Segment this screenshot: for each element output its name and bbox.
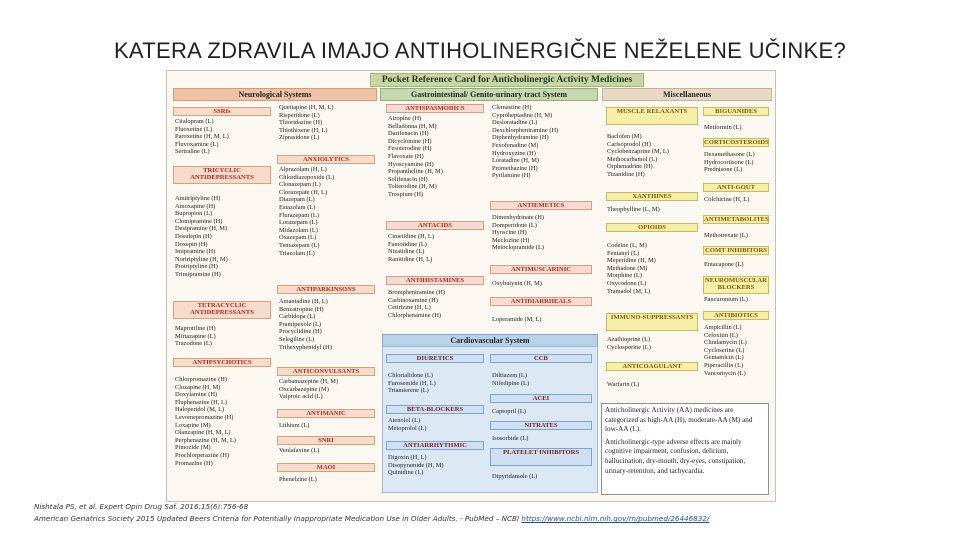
- drug-item: Venlafaxine (L): [279, 447, 320, 454]
- section-title: BETA-BLOCKERS: [386, 405, 484, 414]
- drug-item: Atenolol (L): [388, 417, 421, 424]
- section-title: ANTIEMETICS: [490, 201, 592, 210]
- drug-item: Dosulepin (H): [175, 232, 212, 240]
- drug-list: [492, 280, 542, 288]
- drug-item: Nortriptyline (H, M): [175, 255, 228, 263]
- drug-item: Cetirizine (H, L): [388, 304, 431, 312]
- misc-header: Miscellaneous: [602, 88, 772, 101]
- drug-item: Chlorphenamine (H): [388, 311, 442, 319]
- drug-list: [492, 435, 528, 443]
- citation-2-text: American Geriatrics Society 2015 Updated Beers Criteria for Potentially Inappropriate Medication Use in Older Adults. - PubMed: [34, 514, 494, 523]
- note-paragraph: Anticholinergic-type adverse effects are mainly cognitive impairment, confusion, delirium, hallucination, dry-mouth, dry-eyes, constipation, urinary-retention, and tachycardia.: [605, 437, 746, 475]
- section-title: PLATELET INHIBITORS: [490, 448, 592, 466]
- slide-title: KATERA ZDRAVILA IMAJO ANTIHOLINERGIČNE NEŽELENE UČINKE?: [113, 38, 847, 63]
- drug-item: Solifenacin (H): [388, 175, 428, 183]
- drug-item: Prednisone (L): [704, 166, 743, 174]
- drug-item: Orphenadrine (H): [607, 163, 653, 171]
- drug-item: Metoclopramide (L): [492, 244, 544, 252]
- section-title: TETRACYCLIC ANTIDEPRESSANTS: [173, 301, 271, 319]
- drug-item: Loratadine (H, M): [492, 157, 540, 165]
- note-paragraph: Anticholinergic Activity (AA) medicines are categorized as high-AA (H), moderate-AA (M) and low-AA (L).: [605, 406, 753, 434]
- drug-item: Levomepromazine (H): [175, 413, 234, 421]
- drug-item: Diazepam (L): [279, 196, 315, 204]
- drug-item: Clorazepate (H, L): [279, 188, 328, 196]
- section-title: IMMUNO-SUPPRESSANTS: [606, 313, 698, 331]
- drug-list: [388, 289, 445, 319]
- drug-item: Dimenhydrinate (H): [492, 214, 544, 221]
- drug-item: Protriptyline (H): [175, 263, 218, 271]
- drug-item: Amantadine (H, L): [279, 298, 328, 305]
- section-title: ACEI: [490, 394, 592, 403]
- drug-item: Dipyridamole (L): [492, 473, 538, 480]
- section-title: TRICYCLIC ANTIDEPRESSANTS: [173, 166, 271, 184]
- drug-item: Baclofen (M): [607, 133, 642, 140]
- drug-item: Diltiazem (L): [492, 372, 527, 379]
- drug-item: Nifedipine (L): [492, 379, 530, 387]
- drug-item: Morphine (L): [607, 272, 642, 280]
- section-title: ANTACIDS: [386, 221, 484, 230]
- drug-item: Vancomycin (L): [704, 369, 746, 377]
- drug-item: Loperamide (M, L): [492, 316, 542, 323]
- drug-item: Cyclosporine (L): [607, 343, 651, 351]
- drug-item: Meperidine (H, M): [607, 257, 656, 265]
- drug-list: [279, 104, 333, 142]
- drug-item: Carbinoxamine (H): [388, 296, 438, 304]
- drug-item: Ziprasidone (L): [279, 134, 320, 142]
- card-title: Pocket Reference Card for Anticholinergic Activity Medicines: [370, 73, 644, 87]
- drug-list: [175, 118, 229, 156]
- drug-list: [704, 196, 749, 204]
- drug-list: [704, 261, 744, 269]
- drug-list: [388, 372, 436, 395]
- drug-list: [279, 422, 309, 430]
- drug-item: Diphenhydramine (H): [492, 134, 549, 142]
- drug-item: Triazolam (L): [279, 249, 315, 257]
- drug-item: Captopril (L): [492, 408, 526, 415]
- drug-list: [279, 476, 317, 484]
- section-title: ANTIMETABOLITES: [704, 216, 769, 223]
- drug-item: Fluphenazine (H, L): [175, 398, 227, 406]
- anticholinergic-note: [601, 403, 769, 495]
- drug-item: Doxylamine (H): [175, 391, 218, 399]
- drug-list: [279, 447, 319, 455]
- drug-item: Darifenacin (H): [388, 130, 429, 138]
- drug-list: [607, 336, 651, 351]
- drug-item: Cefoxitin (L): [704, 331, 738, 339]
- drug-list: [704, 296, 748, 304]
- section-title: SSRIs: [173, 107, 271, 116]
- drug-item: Olanzapine (H, M, L): [175, 429, 231, 437]
- drug-item: Promazine (H): [175, 459, 213, 467]
- section-title: ANTIBIOTICS: [703, 311, 769, 320]
- drug-item: Tizanidine (H): [607, 170, 645, 178]
- drug-item: Pancuronium (L): [704, 296, 748, 303]
- drug-item: Dexamethasone (L): [704, 151, 755, 158]
- drug-item: Desipramine (H, M): [175, 225, 227, 233]
- drug-list: [388, 233, 434, 263]
- section-title: MAOI: [277, 463, 375, 472]
- citation-2-separator: – NCBI: [493, 514, 522, 523]
- drug-list: [279, 298, 332, 351]
- drug-item: Metformin (L): [704, 124, 742, 131]
- drug-list: [492, 104, 558, 180]
- drug-item: Carbamazepine (H, M): [279, 378, 339, 385]
- section-title: BIGUANIDES: [703, 107, 769, 116]
- drug-item: Chlorpromazine (H): [175, 376, 227, 383]
- drug-item: Mirtazapine (L): [175, 332, 216, 340]
- drug-item: Domperidone (L): [492, 221, 537, 229]
- drug-item: Oxybutynin (H, M): [492, 280, 542, 287]
- section-title: NITRATES: [490, 421, 592, 430]
- cardiovascular-header: Cardiovascular System: [382, 334, 598, 347]
- drug-item: Amoxapine (H): [175, 202, 216, 210]
- drug-item: Brompheniramine (H): [388, 289, 445, 296]
- drug-item: Famotidine (L): [388, 240, 427, 248]
- drug-item: Furosemide (H, L): [388, 379, 436, 387]
- drug-item: Hydroxyzine (H): [492, 149, 536, 157]
- drug-item: Piperacillin (L): [704, 361, 744, 369]
- section-title: OPIOIDS: [606, 223, 698, 232]
- section-title: MUSCLE RELAXANTS: [606, 107, 698, 125]
- drug-item: Flurazepam (L): [279, 211, 319, 219]
- drug-list: [607, 133, 669, 179]
- section-title: SNRI: [277, 436, 375, 445]
- drug-item: Desloratadine (L): [492, 119, 538, 127]
- drug-item: Entacapone (L): [704, 261, 744, 268]
- drug-item: Carisoprodol (H): [607, 140, 651, 148]
- drug-item: Hyoscyamine (H): [388, 160, 434, 168]
- drug-list: [492, 473, 537, 481]
- drug-item: Pimozide (M): [175, 444, 211, 452]
- drug-item: Cyproheptadine (H, M): [492, 111, 553, 119]
- section-title: ANTISPASMODICS: [386, 104, 484, 113]
- drug-item: Triamterene (L): [388, 387, 429, 395]
- neurological-header: Neurological Systems: [173, 88, 377, 101]
- section-title: ANTIHISTAMINES: [386, 276, 484, 285]
- drug-item: Cyclobenzaprine (M, L): [607, 148, 669, 156]
- drug-item: Methadone (M): [607, 264, 648, 272]
- drug-list: [279, 378, 338, 401]
- drug-item: Methocarbamol (L): [607, 155, 658, 163]
- drug-item: Flavoxate (H): [388, 152, 424, 160]
- drug-item: Fluvoxamine (L): [175, 140, 219, 148]
- drug-list: [175, 376, 236, 467]
- drug-item: Lithium (L): [279, 422, 310, 429]
- drug-item: Fentanyl (L): [607, 249, 640, 257]
- drug-item: Ranitidine (H, L): [388, 255, 433, 263]
- drug-item: Oxycodone (L): [607, 279, 647, 287]
- section-title: ANTIPARKINSONS: [277, 285, 375, 294]
- drug-list: [175, 325, 216, 348]
- section-title: ANTIMANIC: [277, 409, 375, 418]
- drug-list: [388, 454, 444, 477]
- drug-item: Prochlorperazine (H): [175, 451, 230, 459]
- drug-item: Pyrilamine (H): [492, 172, 531, 180]
- drug-item: Paroxetine (H, M, L): [175, 133, 229, 141]
- drug-item: Selegiline (L): [279, 335, 315, 343]
- reference-card: [166, 70, 776, 502]
- drug-item: Midazolam (L): [279, 226, 318, 234]
- drug-item: Haloperidol (M, L): [175, 406, 225, 414]
- drug-item: Gentamicin (L): [704, 354, 744, 362]
- drug-list: [388, 417, 427, 432]
- drug-item: Cycloserine (L): [704, 346, 745, 354]
- drug-item: Trihexyphenidyl (H): [279, 343, 332, 351]
- drug-list: [607, 242, 656, 295]
- drug-item: Loxapine (M): [175, 421, 211, 429]
- drug-item: Clonazepam (L): [279, 181, 321, 189]
- drug-list: [607, 381, 639, 389]
- drug-list: [279, 166, 334, 257]
- section-title: ANTI-GOUT: [703, 183, 769, 192]
- drug-item: Maprotiline (H): [175, 325, 216, 332]
- drug-item: Belladonna (H, M): [388, 122, 437, 130]
- drug-item: Carbidopa (L): [279, 313, 316, 321]
- drug-item: Theophylline (L, M): [607, 206, 660, 213]
- drug-item: Nizatidine (L): [388, 248, 425, 256]
- drug-item: Alprazolam (H, L): [279, 166, 327, 173]
- drug-item: Clomipramine (H): [175, 217, 223, 225]
- drug-item: Oxcarbazepine (M): [279, 385, 329, 393]
- drug-item: Lorazepam (L): [279, 219, 318, 227]
- drug-item: Cimetidine (H, L): [388, 233, 434, 240]
- citation-1: Nishtala PS, et al. Expert Opin Drug Saf. 2016;15(6):756-68: [34, 502, 249, 511]
- drug-list: [492, 316, 542, 324]
- drug-list: [492, 372, 529, 387]
- drug-item: Perphenazine (H, M, L): [175, 436, 236, 444]
- drug-item: Atropine (H): [388, 115, 422, 122]
- drug-item: Valproic acid (L): [279, 393, 323, 401]
- section-title: ANTIDIARRHEALS: [490, 297, 592, 306]
- drug-item: Clemastine (H): [492, 104, 532, 111]
- section-title: CORTICOSTEROIDS: [704, 139, 769, 146]
- drug-item: Quetiapine (H, M, L): [279, 104, 334, 111]
- citation-2: [34, 514, 709, 523]
- section-title: ANXIOLYTICS: [277, 155, 375, 164]
- drug-list: [388, 115, 443, 199]
- drug-item: Phenelzine (L): [279, 476, 317, 483]
- drug-list: [607, 206, 660, 214]
- drug-item: Colchicine (H, L): [704, 196, 750, 203]
- drug-item: Azathioprine (L): [607, 336, 651, 343]
- drug-item: Fluoxetine (L): [175, 125, 213, 133]
- drug-item: Oxazepam (L): [279, 234, 317, 242]
- gi-header: Gastrointestinal/ Genito-urinary tract System: [380, 88, 598, 101]
- section-title: XANTHINES: [606, 192, 698, 201]
- drug-item: Benzatropine (H): [279, 305, 324, 313]
- section-title: COMT INHIBITORS: [703, 246, 769, 255]
- drug-item: Warfarin (L): [607, 381, 640, 388]
- section-title: ANTIPSYCHOTICS: [173, 358, 271, 367]
- drug-item: Temazepam (L): [279, 241, 320, 249]
- drug-list: [704, 124, 741, 132]
- drug-item: Sertraline (L): [175, 148, 210, 156]
- drug-item: Chlortalidone (L): [388, 372, 433, 379]
- drug-item: Fesoterodine (H): [388, 145, 432, 153]
- drug-item: Quinidine (L): [388, 469, 424, 477]
- drug-item: Trazodone (L): [175, 340, 212, 348]
- section-title: ANTIMUSCARINIC: [490, 265, 592, 274]
- drug-item: Procyclidine (H): [279, 328, 322, 336]
- drug-item: Pramipexole (L): [279, 320, 322, 328]
- drug-item: Imipramine (H): [175, 248, 216, 256]
- drug-item: Meclozine (H): [492, 236, 530, 244]
- drug-item: Promethazine (H): [492, 164, 538, 172]
- drug-list: [704, 324, 747, 377]
- drug-item: Dicyclomine (H): [388, 137, 432, 145]
- drug-item: Chlordiazepoxide (L): [279, 173, 335, 181]
- drug-item: Clozapine (H, M): [175, 383, 221, 391]
- drug-item: Digoxin (H, L): [388, 454, 427, 461]
- drug-item: Doxepin (H): [175, 240, 208, 248]
- drug-item: Tramadol (M, L): [607, 287, 651, 295]
- drug-item: Codeine (L, M): [607, 242, 647, 249]
- drug-item: Thiothixene (H, L): [279, 126, 328, 134]
- drug-item: Methotrexate (L): [704, 232, 748, 239]
- drug-list: [492, 408, 526, 416]
- drug-list: [175, 195, 228, 279]
- section-title: CCB: [490, 354, 592, 363]
- drug-item: Hyoscine (H): [492, 229, 527, 237]
- drug-list: [704, 232, 748, 240]
- drug-item: Propantheline (H, M): [388, 168, 443, 176]
- section-title: ANTICOAGULANT: [606, 362, 698, 371]
- drug-item: Bupropion (L): [175, 210, 213, 218]
- drug-item: Amitriptyline (H): [175, 195, 221, 202]
- drug-item: Tolterodine (H, M): [388, 183, 437, 191]
- drug-item: Dexchlorpheniramine (H): [492, 126, 559, 134]
- drug-item: Citalopram (L): [175, 118, 214, 125]
- section-title: ANTIARRHYTHMIC: [386, 441, 484, 450]
- drug-list: [492, 214, 544, 252]
- section-title: ANTICONVULSANTS: [277, 367, 375, 376]
- section-title: NEUROMUSCULAR BLOCKERS: [703, 276, 769, 294]
- drug-item: Fexofenadine (M): [492, 141, 539, 149]
- drug-item: Estazolam (L): [279, 203, 316, 211]
- drug-list: [704, 151, 755, 174]
- drug-item: Clindamycin (L): [704, 339, 747, 347]
- drug-item: Hydrocortisone (L): [704, 158, 754, 166]
- section-title: DIURETICS: [386, 354, 484, 363]
- drug-item: Risperidone (L): [279, 111, 320, 119]
- drug-item: Isosorbide (L): [492, 435, 529, 442]
- drug-item: Thioridazine (H): [279, 119, 323, 127]
- drug-item: Trospium (H): [388, 190, 424, 198]
- drug-item: Disopyramide (H, M): [388, 461, 444, 469]
- drug-item: Ampicillin (L): [704, 324, 742, 331]
- drug-item: Trimipramine (H): [175, 270, 221, 278]
- drug-item: Metoprolol (L): [388, 424, 427, 432]
- pubmed-link[interactable]: https://www.ncbi.nlm.nih.gov/m/pubmed/26446832/: [521, 514, 710, 523]
